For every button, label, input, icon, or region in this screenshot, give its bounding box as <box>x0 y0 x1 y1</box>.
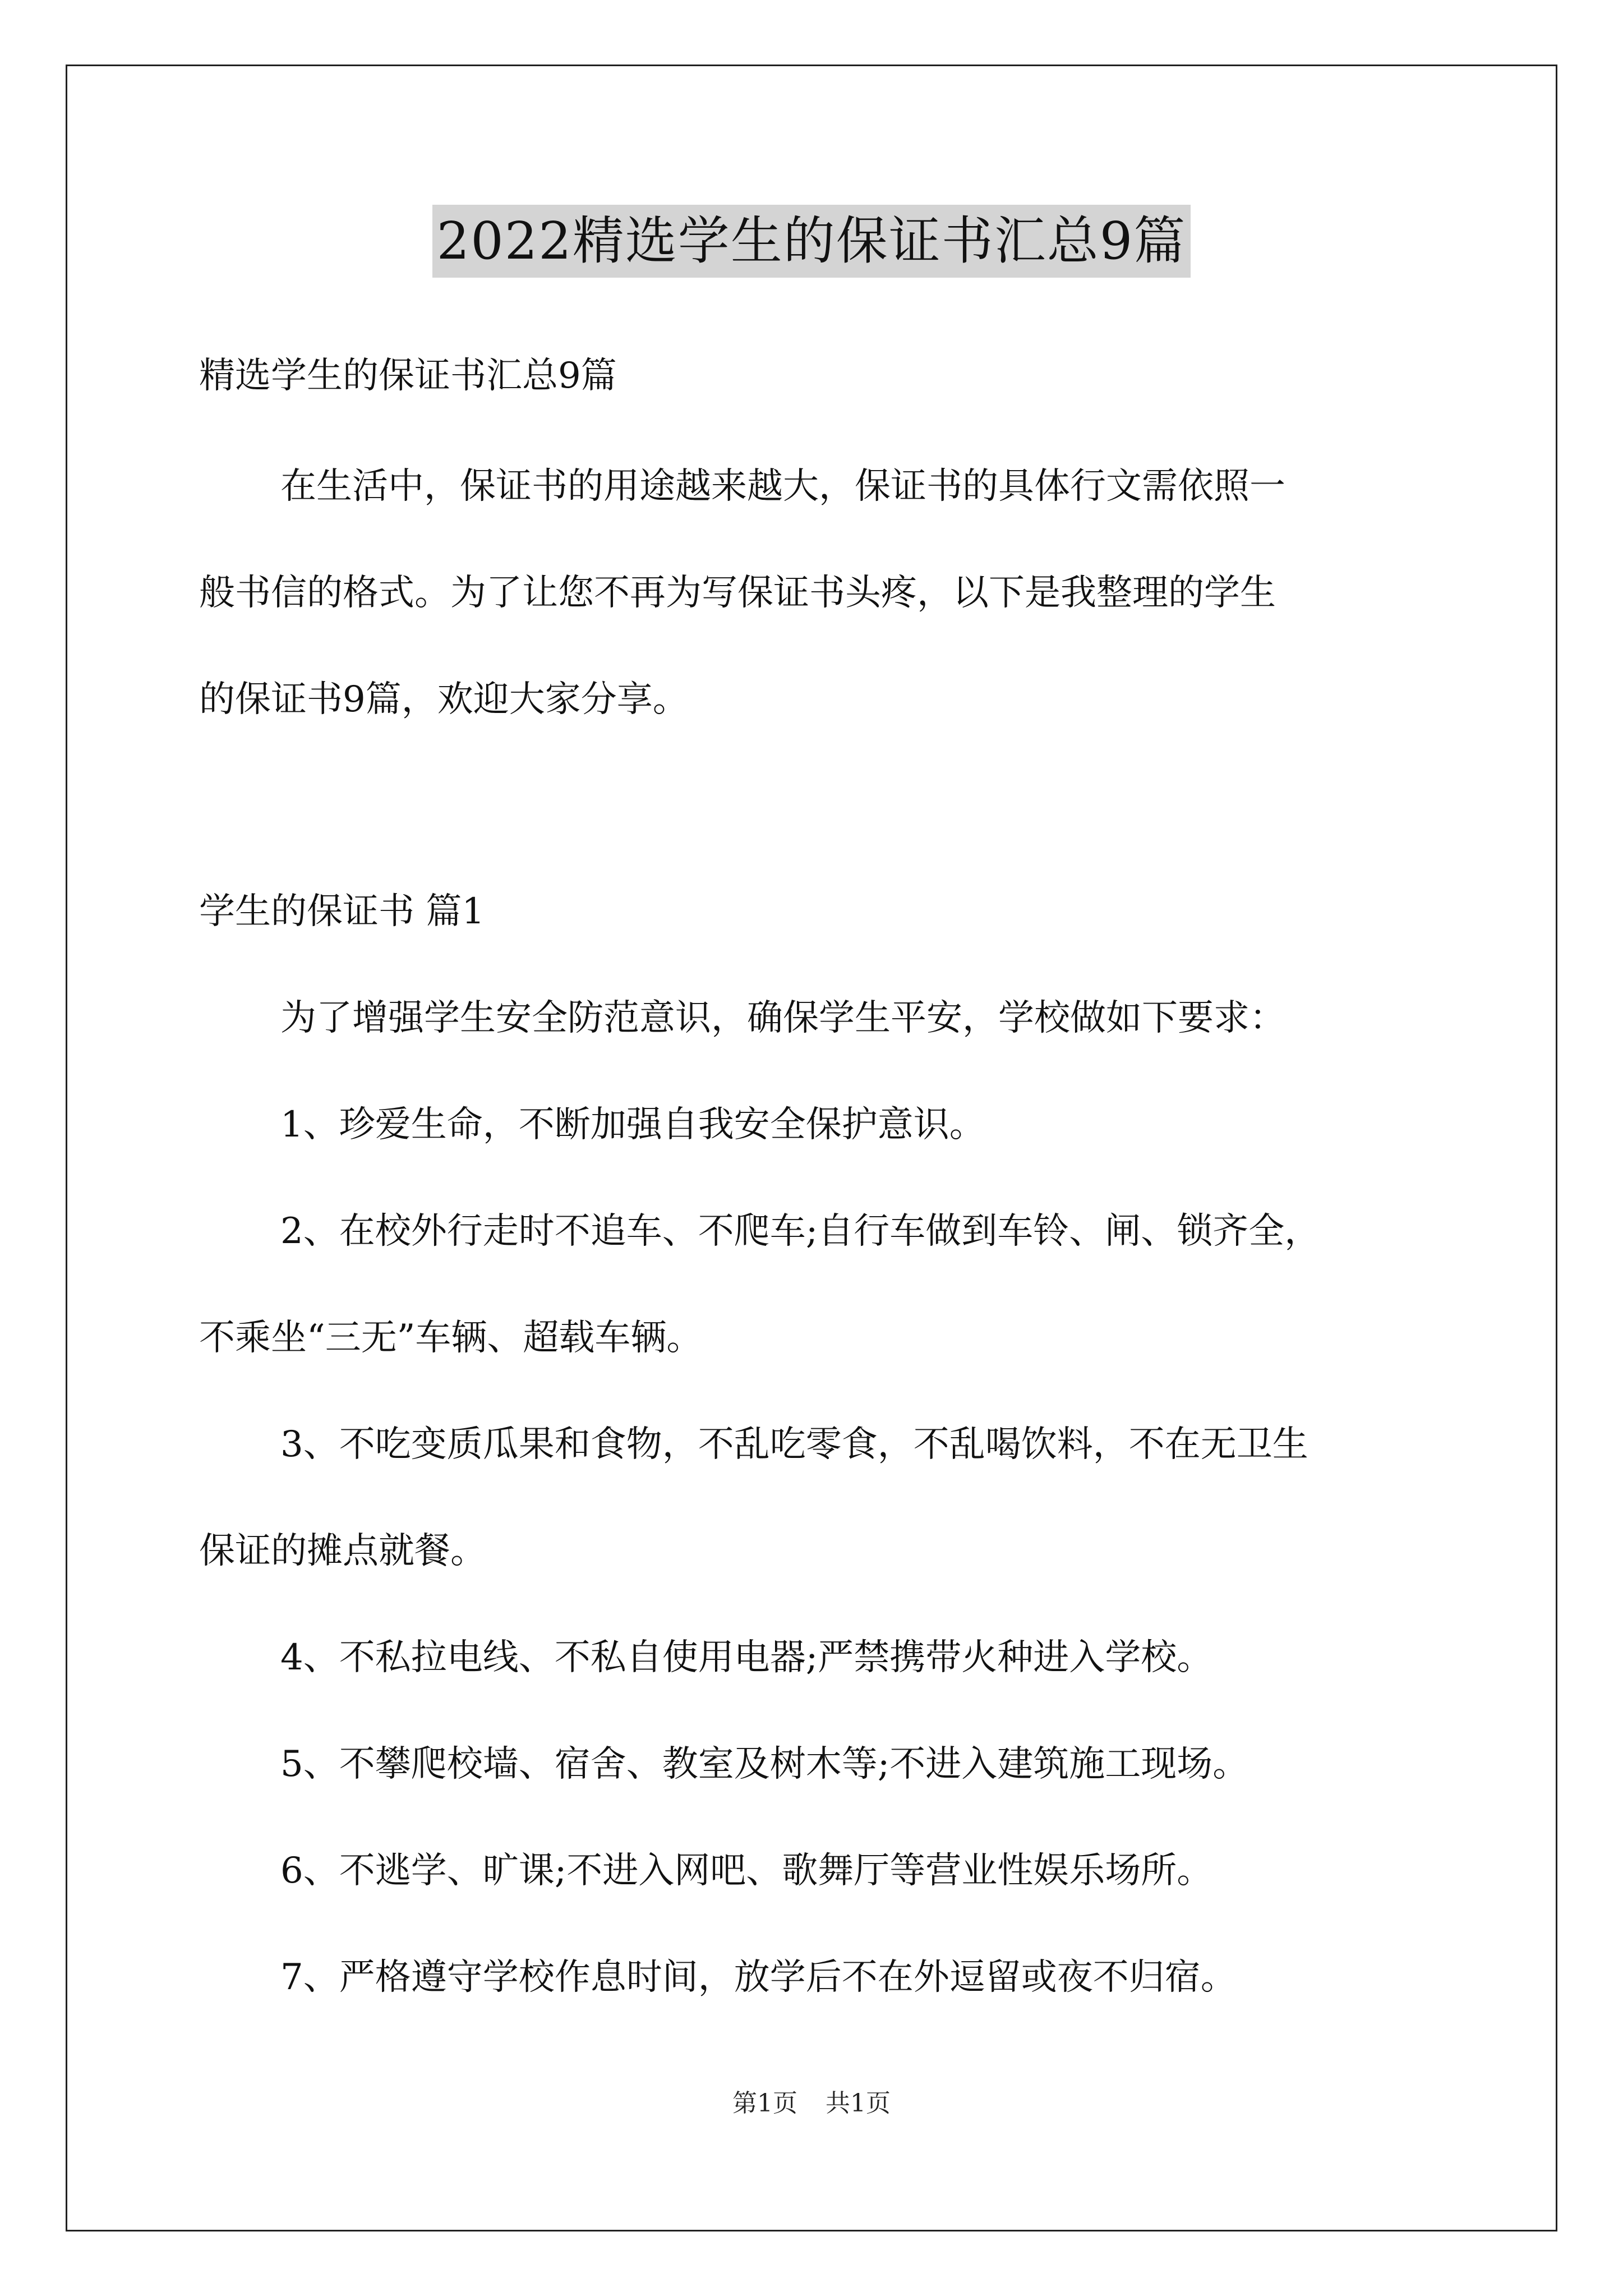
document-title: 2022精选学生的保证书汇总9篇 <box>432 205 1191 278</box>
section-line-7: 4、不私拉电线、不私自使用电器;严禁携带火种进入学校。 <box>280 1637 1213 1678</box>
title-container <box>0 205 1623 278</box>
section-line-6: 保证的摊点就餐。 <box>199 1530 486 1572</box>
section-line-1: 为了增强学生安全防范意识，确保学生平安，学校做如下要求： <box>280 997 1285 1039</box>
page-number: 第1页 <box>732 2089 797 2118</box>
section-line-4: 不乘坐“三无”车辆、超载车辆。 <box>199 1317 703 1359</box>
section-line-8: 5、不攀爬校墙、宿舍、教室及树木等;不进入建筑施工现场。 <box>280 1743 1249 1785</box>
section-line-2: 1、珍爱生命，不断加强自我安全保护意识。 <box>280 1104 985 1145</box>
intro-line-1: 在生活中，保证书的用途越来越大，保证书的具体行文需依照一 <box>280 466 1285 507</box>
page-footer <box>0 2087 1623 2120</box>
section-line-10: 7、严格遵守学校作息时间，放学后不在外逗留或夜不归宿。 <box>280 1957 1237 1998</box>
section-line-5: 3、不吃变质瓜果和食物，不乱吃零食，不乱喝饮料，不在无卫生 <box>280 1424 1308 1465</box>
document-subtitle: 精选学生的保证书汇总9篇 <box>199 355 617 397</box>
section-line-9: 6、不逃学、旷课;不进入网吧、歌舞厅等营业性娱乐场所。 <box>280 1850 1213 1892</box>
section-line-3: 2、在校外行走时不追车、不爬车;自行车做到车铃、闸、锁齐全， <box>280 1211 1321 1252</box>
section-heading: 学生的保证书 篇1 <box>199 891 485 932</box>
page-total: 共1页 <box>826 2089 891 2118</box>
intro-line-3: 的保证书9篇，欢迎大家分享。 <box>199 679 689 720</box>
intro-line-2: 般书信的格式。为了让您不再为写保证书头疼，以下是我整理的学生 <box>199 572 1276 614</box>
